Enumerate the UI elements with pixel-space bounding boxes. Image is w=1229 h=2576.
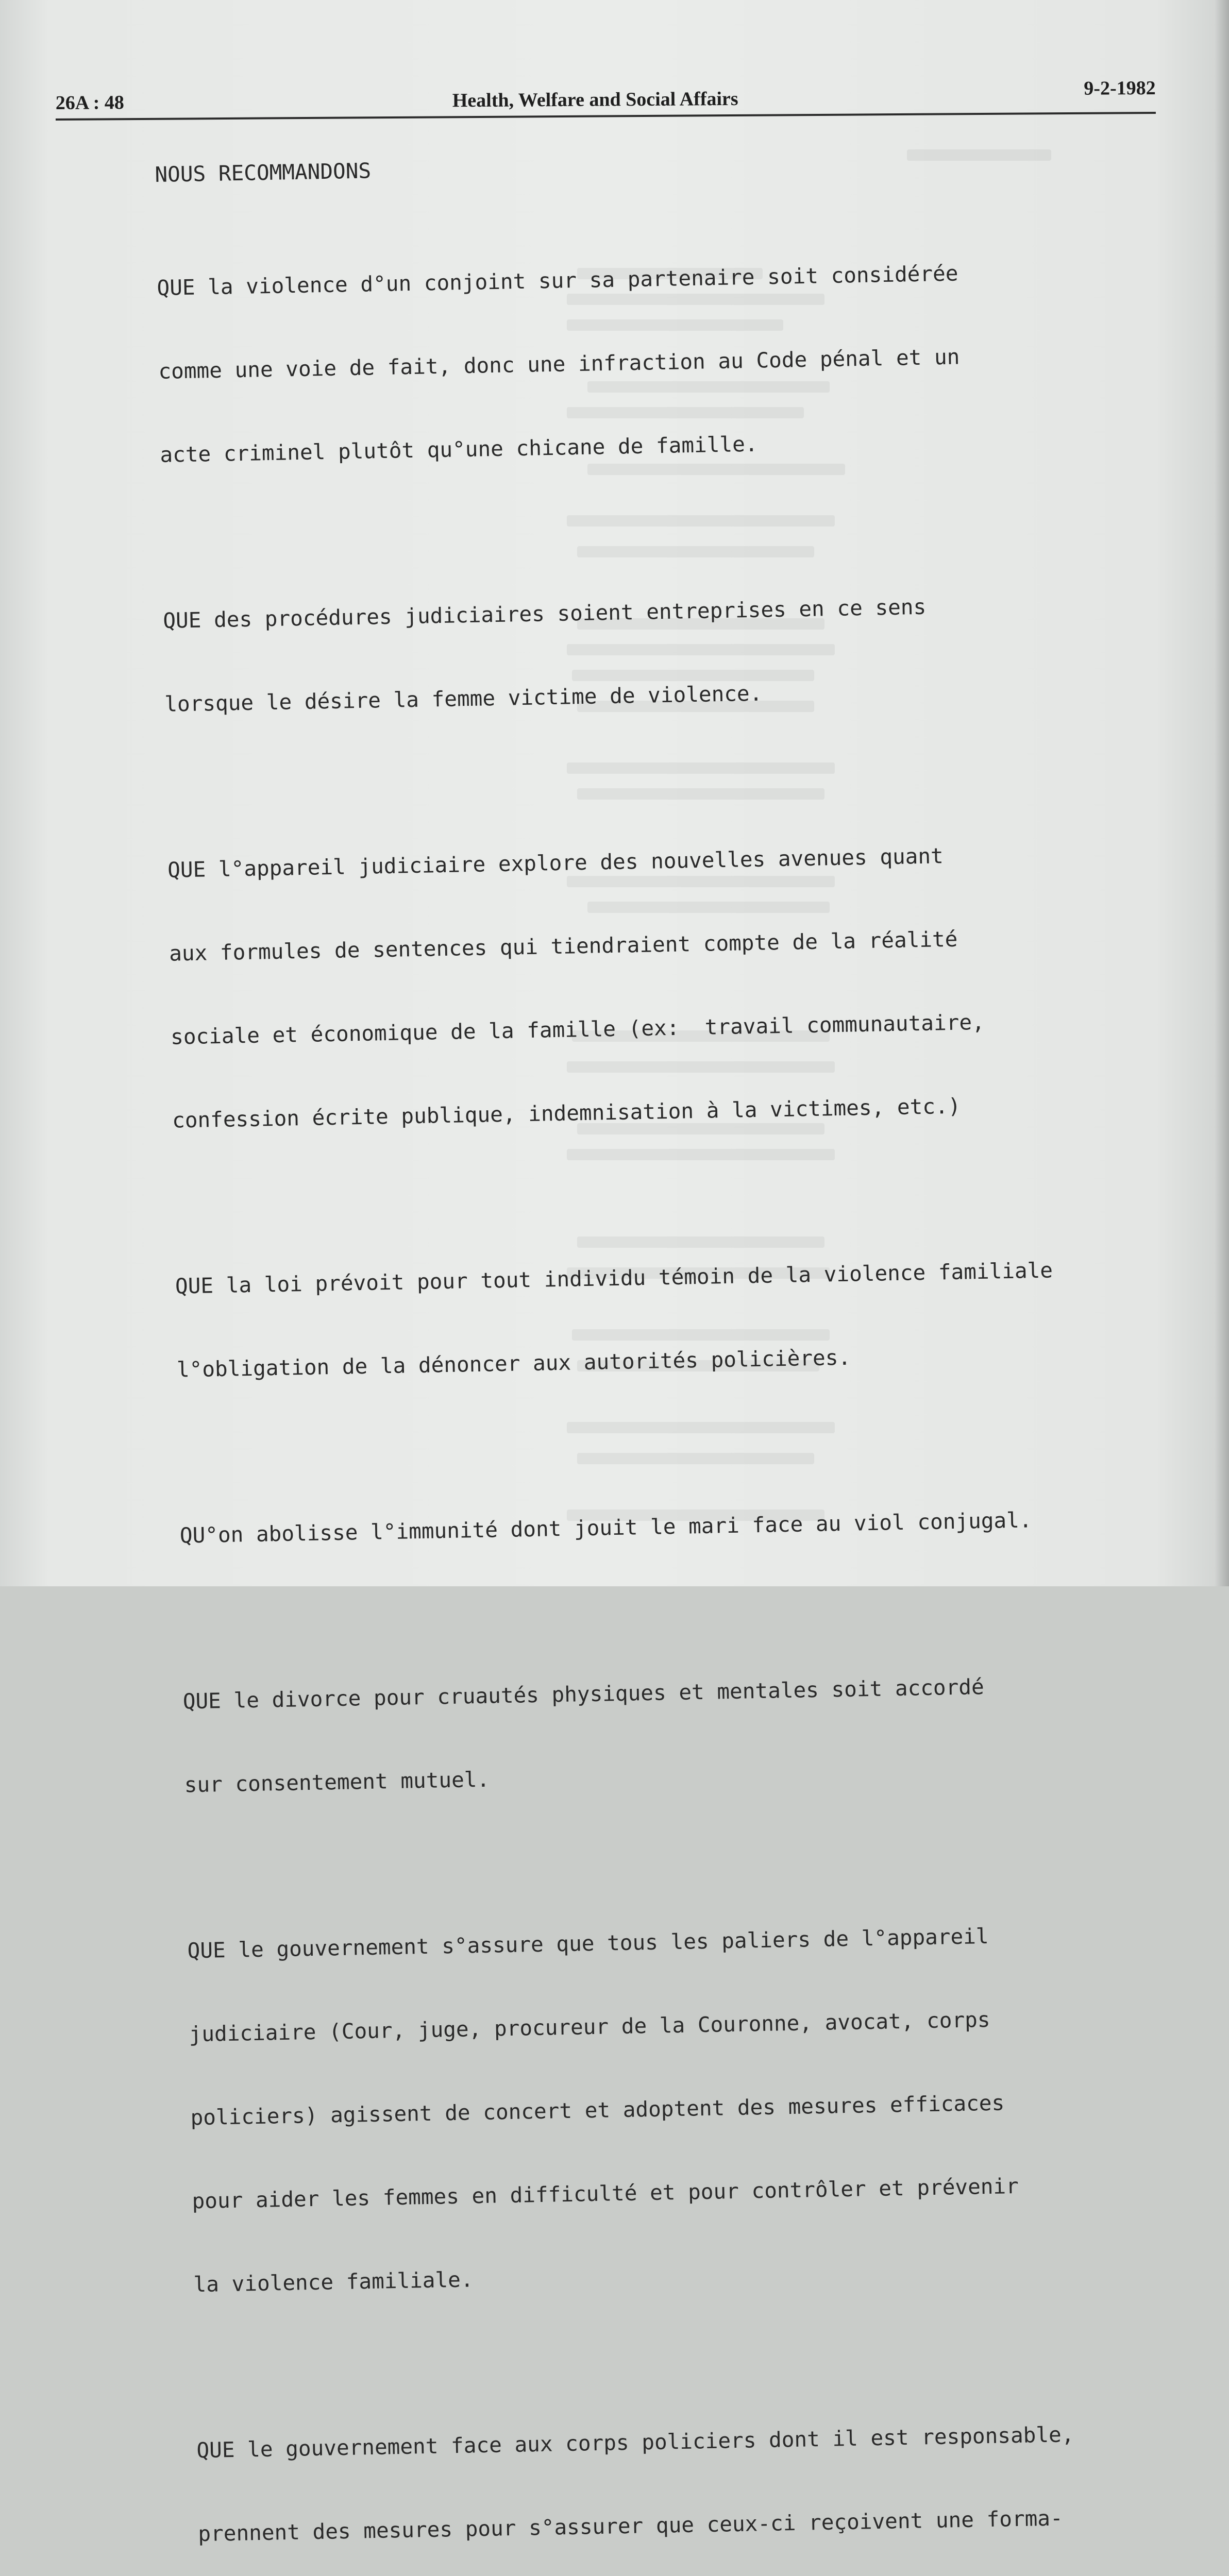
text-line: QUE l°appareil judiciaire explore des nouvelles avenues quant bbox=[167, 843, 944, 883]
text-line: QU°on abolisse l°immunité dont jouit le mari face au viol conjugal. bbox=[179, 1507, 1032, 1548]
section-heading: NOUS RECOMMANDONS bbox=[155, 158, 372, 187]
header-title: Health, Welfare and Social Affairs bbox=[452, 88, 738, 112]
text-line: la violence familiale. bbox=[193, 2267, 474, 2297]
text-line: QUE le divorce pour cruautés physiques et mentales soit accordé bbox=[182, 1674, 985, 1714]
text-line: QUE des procédures judiciaires soient entreprises en ce sens bbox=[162, 594, 927, 633]
text-line: l°obligation de la dénoncer aux autorités policières. bbox=[176, 1345, 851, 1382]
recommendation-paragraph bbox=[181, 1614, 1165, 1855]
text-line: QUE la violence d°un conjoint sur sa partenaire soit considérée bbox=[157, 261, 958, 300]
text-line: aux formules de sentences qui tiendraient compte de la réalité bbox=[169, 926, 958, 966]
recommendation-paragraph bbox=[174, 1199, 1157, 1439]
text-line: QUE le gouvernement face aux corps policiers dont il est responsable, bbox=[196, 2422, 1074, 2463]
page-edge-shadow bbox=[1215, 0, 1229, 1586]
recommendation-paragraph bbox=[195, 2363, 1182, 2576]
recommendation-paragraph bbox=[156, 200, 1140, 524]
text-line: QUE le gouvernement s°assure que tous les paliers de l°appareil bbox=[187, 1923, 989, 1963]
text-line: confession écrite publique, indemnisation à la victimes, etc.) bbox=[172, 1093, 961, 1133]
header-date: 9-2-1982 bbox=[1084, 77, 1156, 99]
recommendation-paragraph bbox=[186, 1863, 1174, 2354]
text-line: comme une voie de fait, donc une infraction au Code pénal et un bbox=[158, 344, 960, 384]
text-line: lorsque le désire la femme victime de violence. bbox=[164, 681, 763, 717]
text-line: policiers) agissent de concert et adoptent des mesures efficaces bbox=[190, 2090, 1005, 2130]
recommendation-paragraph bbox=[166, 783, 1153, 1190]
text-line: judiciaire (Cour, juge, procureur de la Couronne, avocat, corps bbox=[189, 2007, 990, 2047]
text-line: prennent des mesures pour s°assurer que ceux-ci reçoivent une forma- bbox=[197, 2505, 1064, 2547]
recommendation-paragraph bbox=[162, 533, 1145, 774]
text-line: sociale et économique de la famille (ex: travail communautaire, bbox=[170, 1009, 985, 1049]
recommendation-paragraph bbox=[178, 1448, 1160, 1605]
page-header bbox=[55, 71, 1155, 121]
text-line: acte criminel plutôt qu°une chicane de famille. bbox=[160, 431, 758, 467]
text-line: pour aider les femmes en difficulté et pour contrôler et prévenir bbox=[192, 2173, 1019, 2214]
page-reference: 26A : 48 bbox=[55, 92, 124, 114]
text-line: QUE la loi prévoit pour tout individu témoin de la violence familiale bbox=[175, 1258, 1053, 1299]
document-body bbox=[155, 143, 1182, 2576]
text-line: sur consentement mutuel. bbox=[184, 1767, 490, 1798]
